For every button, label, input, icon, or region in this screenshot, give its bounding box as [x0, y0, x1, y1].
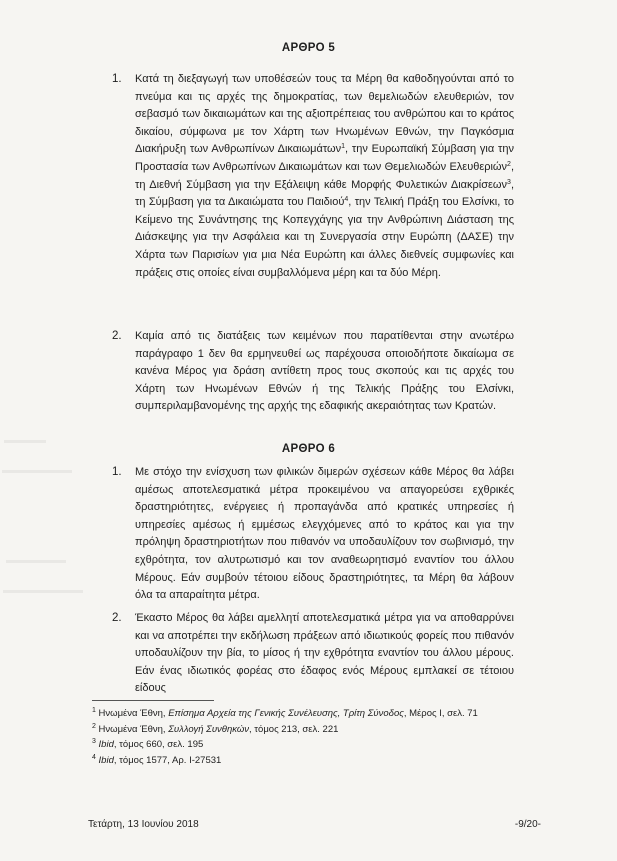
scan-artifact — [3, 590, 83, 593]
footnote-2: $^2$ Ηνωμένα Έθνη, Συλλογή Συνθηκών, τόμος 213, σελ. 221 — [92, 722, 339, 735]
page-number: -9/20- — [514, 819, 541, 830]
scan-artifact — [2, 470, 72, 473]
article-5-paragraph-1-number: 1. — [112, 73, 122, 85]
article-5-paragraph-2-number: 2. — [112, 330, 122, 342]
article-6-paragraph-1: Με στόχο την ενίσχυση των φιλικών διμερών σχέσεων κάθε Μέρος θα λάβει αμέσως αποτελεσματικά μέτρα προκειμένου να απαγορεύσει εχθρικές δραστηριότητες, ενέργειες ή προπαγάνδα από κρατικές υπηρεσίες ή υπηρεσίες αμέσως ή εμμέσως ελεγχόμενες από το κράτος και για την πρόληψη δραστηριοτήτων που πιθανόν να υποδαυλίζουν τον σωβινισμό, την εχθρότητα, τον αλυτρωτισμό και τον αναθεωρητισμό εναντίον του άλλου Μέρους. Εάν συμβούν τέτοιου είδους δραστηριότητες, τα Μέρη θα λάβουν όλα τα απαραίτητα μέτρα. — [135, 466, 514, 602]
footnote-3: $^3$ Ibid, τόμος 660, σελ. 195 — [92, 738, 204, 750]
footnote-list — [92, 706, 478, 768]
scan-artifact — [6, 560, 66, 563]
footnote-ref-3: 3 — [507, 178, 511, 186]
article-5-heading: ΑΡΘΡΟ 5 — [281, 42, 336, 54]
footnote-1: $^1$ Ηνωμένα Έθνη, Επίσημα Αρχεία της Γενικής Συνέλευσης, Τρίτη Σύνοδος, Μέρος Ι, σελ. 71 — [92, 707, 478, 719]
article-6-paragraph-2: Έκαστο Μέρος θα λάβει αμελλητί αποτελεσματικά μέτρα για να αποθαρρύνει και να αποτρέπει την εκδήλωση πράξεων από ιδιωτικούς φορείς που πιθανόν υποδαυλίζουν την βία, το μίσος ή την εχθρότητα εναντίον του άλλου μέρους. Εάν ένας ιδιωτικός φορέας στο έδαφος ενός Μέρους εμπλακεί σε τέτοιου είδους — [135, 612, 514, 695]
footer-date: Τετάρτη, 13 Ιουνίου 2018 — [88, 819, 199, 830]
footnote-4: $^4$ Ibid, τόμος 1577, Αρ. Ι-27531 — [92, 753, 222, 766]
footnote-ref-1: 1 — [341, 143, 346, 151]
footnote-separator — [92, 700, 214, 701]
page-footer — [88, 819, 541, 830]
article-5-paragraph-1: Κατά τη διεξαγωγή των υποθέσεών τους τα Μέρη θα καθοδηγούνται από το πνεύμα και τις αρχές της δημοκρατίας, των θεμελιωδών ελευθεριών, τον σεβασμό των δικαιωμάτων και της αξιοπρέπειας του ανθρώπου και το κράτος δικαίου, σύμφωνα με τον Χάρτη των Ηνωμένων Εθνών, την Παγκόσμια Διακήρυξη των Ανθρωπίνων Δικαιωμάτων$^1$, την Ευρωπαϊκή Σύμβαση για την Προστασία των Ανθρωπίνων Δικαιωμάτων και των Θεμελιωδών Ελευθεριών$^2$, τη Διεθνή Σύμβαση για την Εξάλειψη κάθε Μορφής Φυλετικών Διακρίσεων$^3$, τη Σύμβαση για τα Δικαιώματα του Παιδιού$^4$, την Τελική Πράξη του Ελσίνκι, το Κείμενο της Συνάντησης της Κοπεγχάγης για την Ανθρώπινη Διάσταση της Διάσκεψης για την Ασφάλεια και τη Συνεργασία στην Ευρώπη (ΔΑΣΕ) την Χάρτα των Παρισίων για μια Νέα Ευρώπη και άλλες διεθνείς συμφωνίες και πράξεις στις οποίες είναι συμβαλλόμενα μέρη και τα δύο Μέρη. — [135, 73, 514, 279]
article-5-paragraph-2: Καμία από τις διατάξεις των κειμένων που παρατίθενται στην ανωτέρω παράγραφο 1 δεν θα ερμηνευθεί ως παρέχουσα οποιοδήποτε δικαίωμα σε κανένα Μέρος για δράση αντίθετη προς τους σκοπούς και τις αρχές του Χάρτη των Ηνωμένων Εθνών ή της Τελικής Πράξης του Ελσίνκι, συμπεριλαμβανομένης της αρχής της εδαφικής ακεραιότητας των Κρατών. — [135, 330, 514, 413]
footnote-ref-2: 2 — [507, 160, 511, 168]
article-6-heading: ΑΡΘΡΟ 6 — [281, 443, 336, 455]
article-6-paragraph-2-number: 2. — [112, 612, 122, 624]
article-6-paragraph-1-number: 1. — [112, 466, 122, 478]
footnote-ref-4: 4 — [344, 196, 349, 204]
